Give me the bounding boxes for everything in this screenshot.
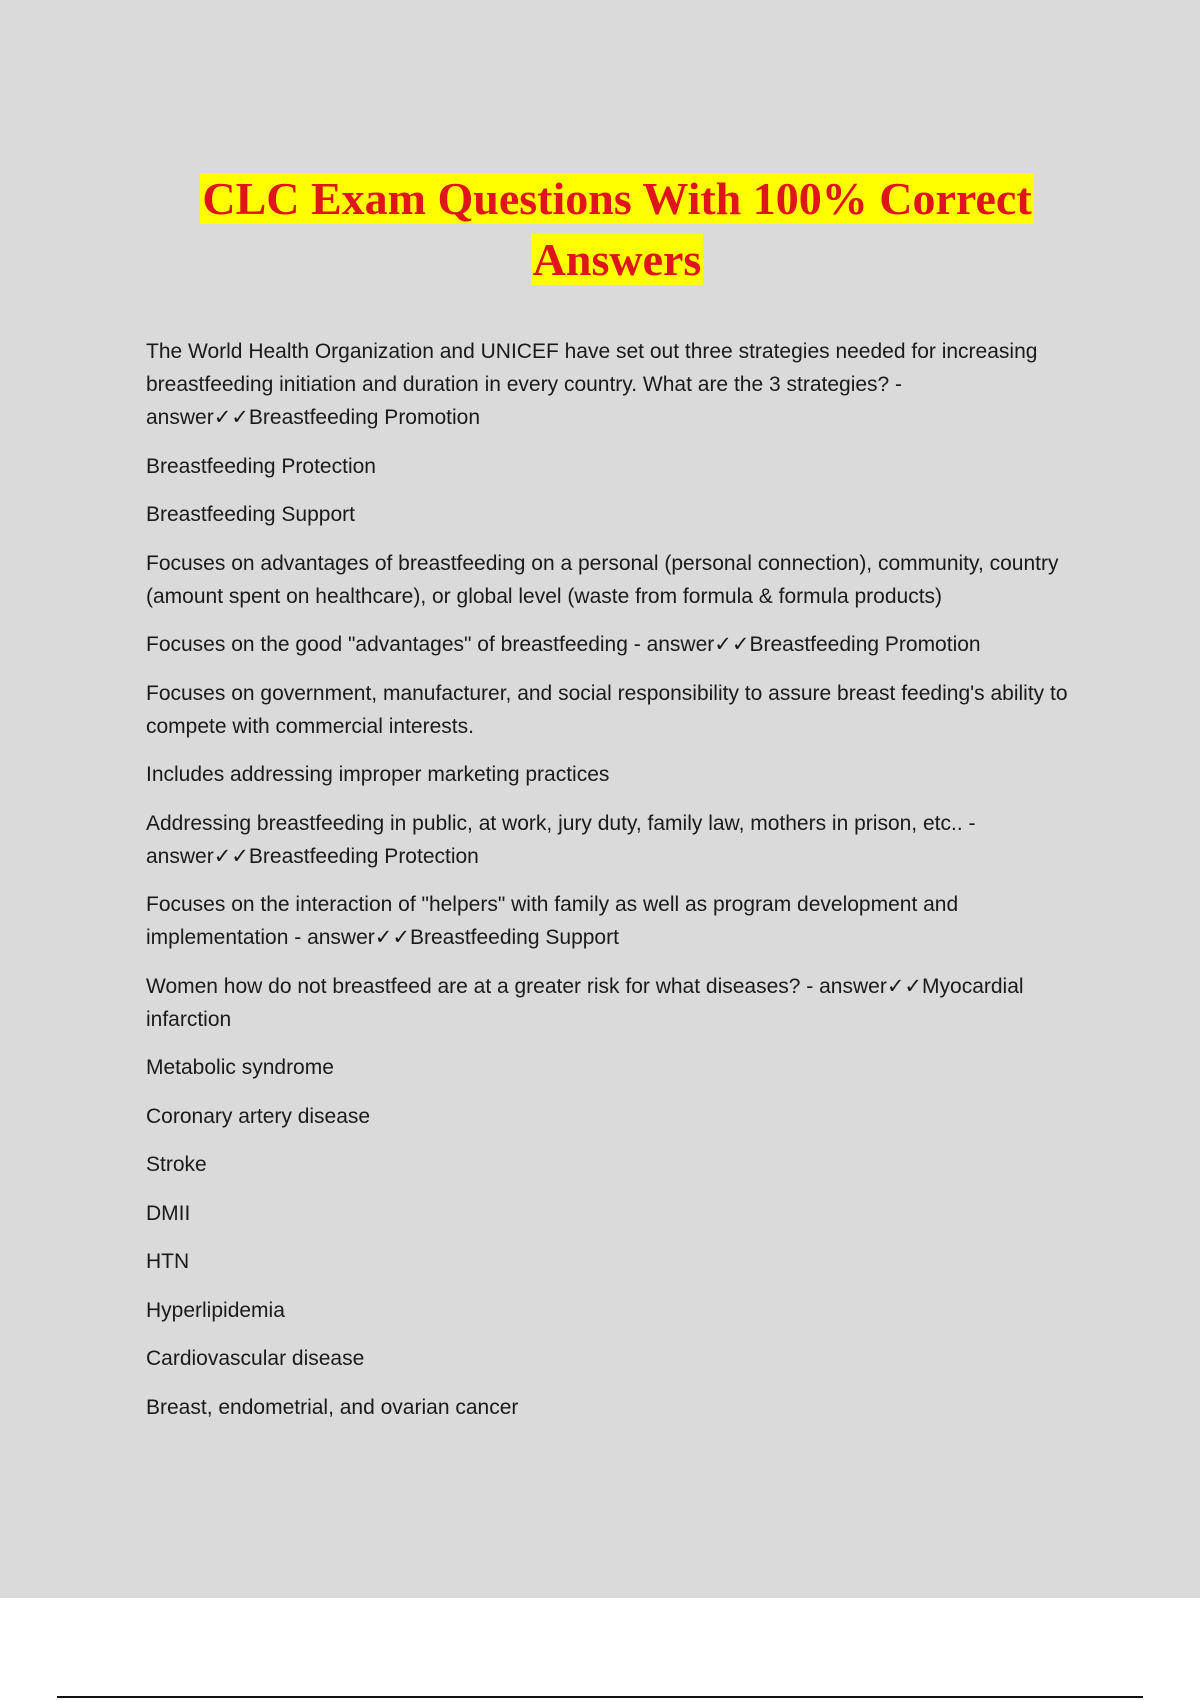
paragraph-support-question: Focuses on the interaction of "helpers" with family as well as program development and implementation - answer✓✓Breastfeeding Support (146, 893, 959, 949)
title-line-1: CLC Exam Questions With 100% Correct (202, 173, 1032, 224)
paragraph-marketing-practices: Includes addressing improper marketing practices (146, 763, 610, 786)
title-line-2: Answers (532, 234, 702, 285)
paragraph-government-responsibility: Focuses on government, manufacturer, and social responsibility to assure breast feeding's ability to compete with commercial interests. (146, 681, 1068, 738)
paragraph-stroke: Stroke (146, 1153, 207, 1176)
paragraph-support: Breastfeeding Support (146, 503, 355, 526)
paragraph-htn: HTN (146, 1250, 190, 1273)
paragraph-protection-question: Addressing breastfeeding in public, at work, jury duty, family law, mothers in prison, etc.. - answer✓✓Breastfeeding Protection (146, 811, 976, 868)
document-body (146, 335, 1090, 1439)
paragraph-coronary-artery-disease: Coronary artery disease (146, 1104, 371, 1128)
paragraph-promotion-question: Focuses on the good "advantages" of breastfeeding - answer✓✓Breastfeeding Promotion (146, 633, 981, 656)
paragraph-strategies-question: The World Health Organization and UNICEF have set out three strategies needed for increasing breastfeeding initiation and duration in every country. What are the 3 strategies? - answer✓✓Breastfeeding Promotion (146, 340, 1038, 429)
document-title (120, 168, 1114, 290)
paragraph-metabolic-syndrome: Metabolic syndrome (146, 1056, 334, 1079)
paragraph-dmii: DMII (146, 1201, 191, 1225)
paragraph-hyperlipidemia: Hyperlipidemia (146, 1298, 285, 1322)
paragraph-cardiovascular-disease: Cardiovascular disease (146, 1347, 365, 1370)
paragraph-cancers: Breast, endometrial, and ovarian cancer (146, 1395, 519, 1419)
page-divider-line (57, 1696, 1143, 1698)
paragraph-diseases-question: Women how do not breastfeed are at a greater risk for what diseases? - answer✓✓Myocardial infarction (146, 974, 1024, 1031)
paragraph-advantages-levels: Focuses on advantages of breastfeeding on a personal (personal connection), community, country (amount spent on healthcare), or global level (waste from formula & formula products) (146, 551, 1059, 608)
paragraph-protection: Breastfeeding Protection (146, 454, 376, 478)
